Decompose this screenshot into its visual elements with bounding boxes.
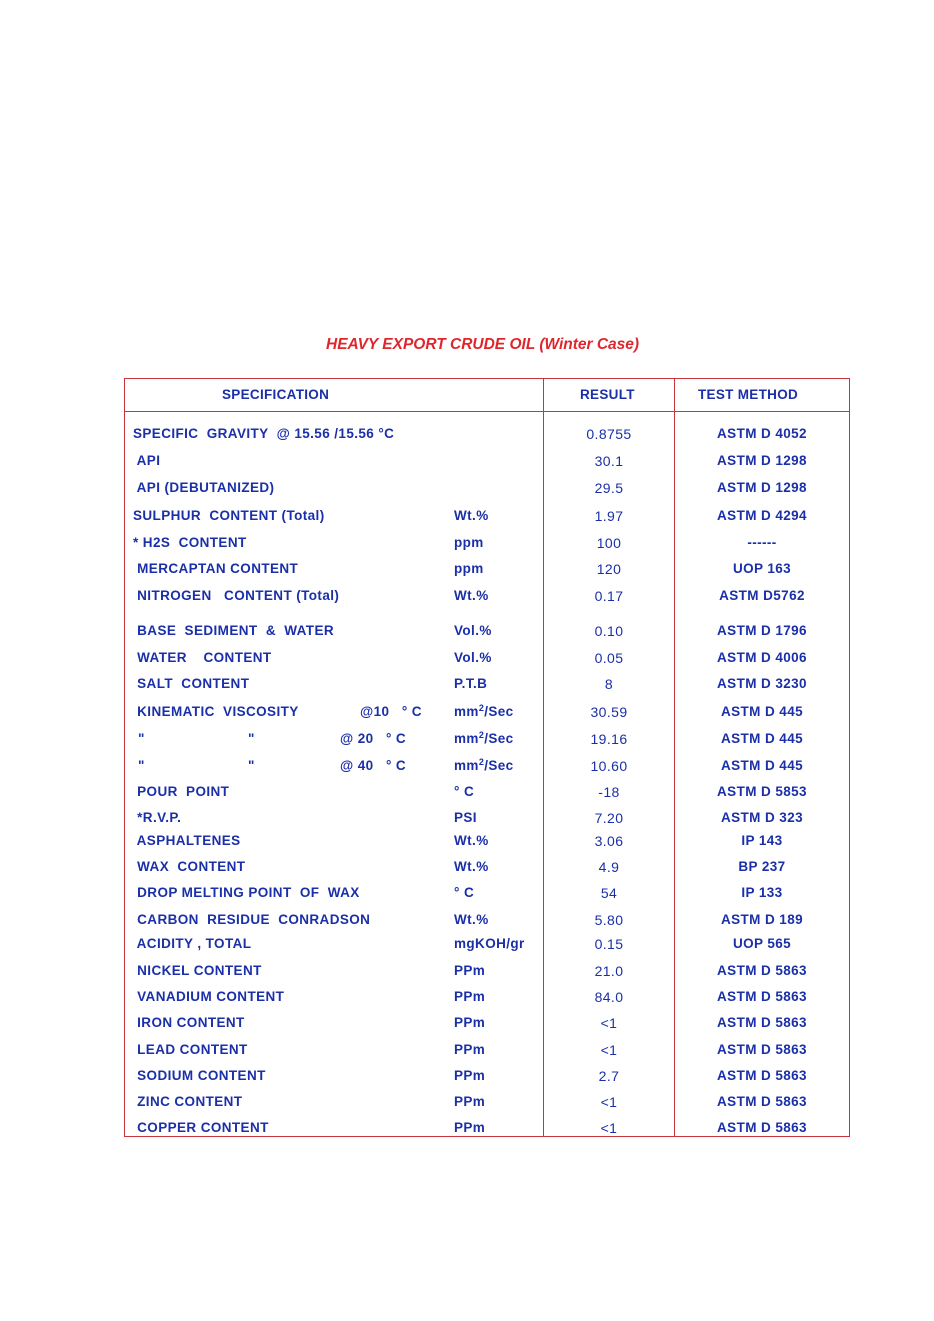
result-value: 5.80: [594, 912, 624, 928]
table-row: [124, 935, 850, 955]
result-value: 0.10: [594, 623, 624, 639]
unit: PPm: [454, 963, 486, 978]
unit: PPm: [454, 1042, 486, 1057]
spec-name: SALT CONTENT: [133, 676, 250, 691]
result-value: 19.16: [590, 731, 628, 747]
unit: ppm: [454, 561, 484, 576]
spec-name: NICKEL CONTENT: [133, 963, 262, 978]
table-row: [124, 809, 850, 829]
result-value: 30.1: [594, 453, 624, 469]
spec-name: API: [133, 453, 161, 468]
unit: Wt.%: [454, 912, 489, 927]
result-value: 84.0: [594, 989, 624, 1005]
result-value: 29.5: [594, 480, 624, 496]
header-test-method: TEST METHOD: [698, 387, 799, 402]
unit: Wt.%: [454, 859, 489, 874]
table-row: [124, 1067, 850, 1087]
unit: ppm: [454, 535, 484, 550]
test-method: ASTM D 1298: [717, 480, 807, 495]
table-row: [124, 962, 850, 982]
unit: $mm^2$/Sec: [454, 757, 514, 773]
table-row: [124, 1119, 850, 1139]
test-method: ASTM D 5863: [717, 1094, 807, 1109]
spec-name: ACIDITY , TOTAL: [133, 936, 252, 951]
result-value: 100: [596, 535, 622, 551]
spec-name: IRON CONTENT: [133, 1015, 245, 1030]
table-row: [124, 703, 850, 723]
ditto-mark: ": [248, 731, 255, 746]
unit: Vol.%: [454, 650, 492, 665]
test-method: ASTM D 5853: [717, 784, 807, 799]
temperature: @ 20 ° C: [340, 731, 407, 746]
spec-name: POUR POINT: [133, 784, 230, 799]
unit: Vol.%: [454, 623, 492, 638]
test-method: UOP 163: [732, 561, 792, 576]
spec-name: WATER CONTENT: [133, 650, 272, 665]
unit: $mm^2$/Sec: [454, 730, 514, 746]
table-row: [124, 1041, 850, 1061]
unit: PPm: [454, 1015, 486, 1030]
result-value: <1: [600, 1094, 618, 1110]
test-method: ASTM D 445: [720, 758, 804, 773]
test-method: ASTM D 5863: [717, 963, 807, 978]
result-value: <1: [600, 1120, 618, 1136]
table-row: [124, 649, 850, 669]
unit: P.T.B: [454, 676, 488, 691]
spec-name: VANADIUM CONTENT: [133, 989, 285, 1004]
test-method: ASTM D 5863: [717, 989, 807, 1004]
spec-name: DROP MELTING POINT OF WAX: [133, 885, 360, 900]
spec-name: BASE SEDIMENT & WATER: [133, 623, 335, 638]
result-value: 0.15: [594, 936, 624, 952]
unit: PPm: [454, 1120, 486, 1135]
unit: mgKOH/gr: [454, 936, 525, 951]
table-row: [124, 988, 850, 1008]
spec-name: *R.V.P.: [133, 810, 182, 825]
test-method: ASTM D 445: [720, 731, 804, 746]
result-value: 4.9: [598, 859, 620, 875]
test-method: IP 143: [741, 833, 783, 848]
result-value: 54: [600, 885, 618, 901]
table-row: [124, 534, 850, 554]
test-method: BP 237: [738, 859, 786, 874]
ditto-mark: ": [138, 731, 145, 746]
spec-name: ASPHALTENES: [133, 833, 241, 848]
test-method: ------: [747, 535, 777, 550]
test-method: ASTM D 5863: [717, 1120, 807, 1135]
table-row: [124, 622, 850, 642]
unit: $mm^2$/Sec: [454, 703, 514, 719]
unit: PPm: [454, 989, 486, 1004]
spec-name: MERCAPTAN CONTENT: [133, 561, 299, 576]
table-row: [124, 884, 850, 904]
spec-name: KINEMATIC VISCOSITY: [133, 704, 299, 719]
table-row: [124, 911, 850, 931]
table-row: [124, 452, 850, 472]
test-method: ASTM D5762: [719, 588, 805, 603]
result-value: 120: [596, 561, 622, 577]
test-method: ASTM D 4294: [717, 508, 807, 523]
result-value: 30.59: [590, 704, 628, 720]
unit: ° C: [454, 784, 475, 799]
test-method: IP 133: [741, 885, 783, 900]
unit: PSI: [454, 810, 477, 825]
table-row: [124, 479, 850, 499]
test-method: ASTM D 5863: [717, 1015, 807, 1030]
result-value: 0.17: [594, 588, 624, 604]
spec-name: API (DEBUTANIZED): [133, 480, 275, 495]
header-specification: SPECIFICATION: [222, 387, 330, 402]
result-value: 8: [604, 676, 614, 692]
spec-name: ZINC CONTENT: [133, 1094, 243, 1109]
ditto-mark: ": [138, 758, 145, 773]
spec-name: SULPHUR CONTENT (Total): [133, 508, 325, 523]
table-row: [124, 783, 850, 803]
table-row: [124, 1093, 850, 1113]
table-row: [124, 425, 850, 445]
test-method: UOP 565: [732, 936, 792, 951]
table-row: [124, 730, 850, 750]
temperature: @10 ° C: [360, 704, 422, 719]
result-value: 7.20: [594, 810, 624, 826]
spec-name: SPECIFIC GRAVITY @ 15.56 /15.56 °C: [133, 426, 395, 441]
result-value: 1.97: [594, 508, 624, 524]
test-method: ASTM D 5863: [717, 1068, 807, 1083]
result-value: 10.60: [590, 758, 628, 774]
test-method: ASTM D 445: [720, 704, 804, 719]
table-row: [124, 560, 850, 580]
test-method: ASTM D 3230: [717, 676, 807, 691]
result-value: 3.06: [594, 833, 624, 849]
unit: Wt.%: [454, 588, 489, 603]
test-method: ASTM D 4052: [717, 426, 807, 441]
spec-name: NITROGEN CONTENT (Total): [133, 588, 340, 603]
unit: Wt.%: [454, 833, 489, 848]
result-value: -18: [598, 784, 620, 800]
table-row: [124, 675, 850, 695]
document-title: HEAVY EXPORT CRUDE OIL (Winter Case): [326, 336, 640, 353]
result-value: 0.8755: [586, 426, 632, 442]
unit: ° C: [454, 885, 475, 900]
table-row: [124, 832, 850, 852]
header-result: RESULT: [580, 387, 635, 402]
table-row: [124, 587, 850, 607]
spec-name: SODIUM CONTENT: [133, 1068, 266, 1083]
temperature: @ 40 ° C: [340, 758, 407, 773]
test-method: ASTM D 5863: [717, 1042, 807, 1057]
spec-name: * H2S CONTENT: [133, 535, 247, 550]
unit: PPm: [454, 1068, 486, 1083]
result-value: 2.7: [598, 1068, 620, 1084]
result-value: <1: [600, 1042, 618, 1058]
unit: PPm: [454, 1094, 486, 1109]
spec-name: WAX CONTENT: [133, 859, 246, 874]
test-method: ASTM D 189: [720, 912, 804, 927]
test-method: ASTM D 4006: [717, 650, 807, 665]
header-divider: [125, 411, 849, 412]
spec-name: LEAD CONTENT: [133, 1042, 248, 1057]
test-method: ASTM D 1298: [717, 453, 807, 468]
ditto-mark: ": [248, 758, 255, 773]
table-row: [124, 507, 850, 527]
table-row: [124, 858, 850, 878]
result-value: 21.0: [594, 963, 624, 979]
result-value: 0.05: [594, 650, 624, 666]
table-row: [124, 1014, 850, 1034]
test-method: ASTM D 1796: [717, 623, 807, 638]
table-row: [124, 757, 850, 777]
spec-name: CARBON RESIDUE CONRADSON: [133, 912, 371, 927]
test-method: ASTM D 323: [720, 810, 804, 825]
spec-name: COPPER CONTENT: [133, 1120, 269, 1135]
result-value: <1: [600, 1015, 618, 1031]
unit: Wt.%: [454, 508, 489, 523]
